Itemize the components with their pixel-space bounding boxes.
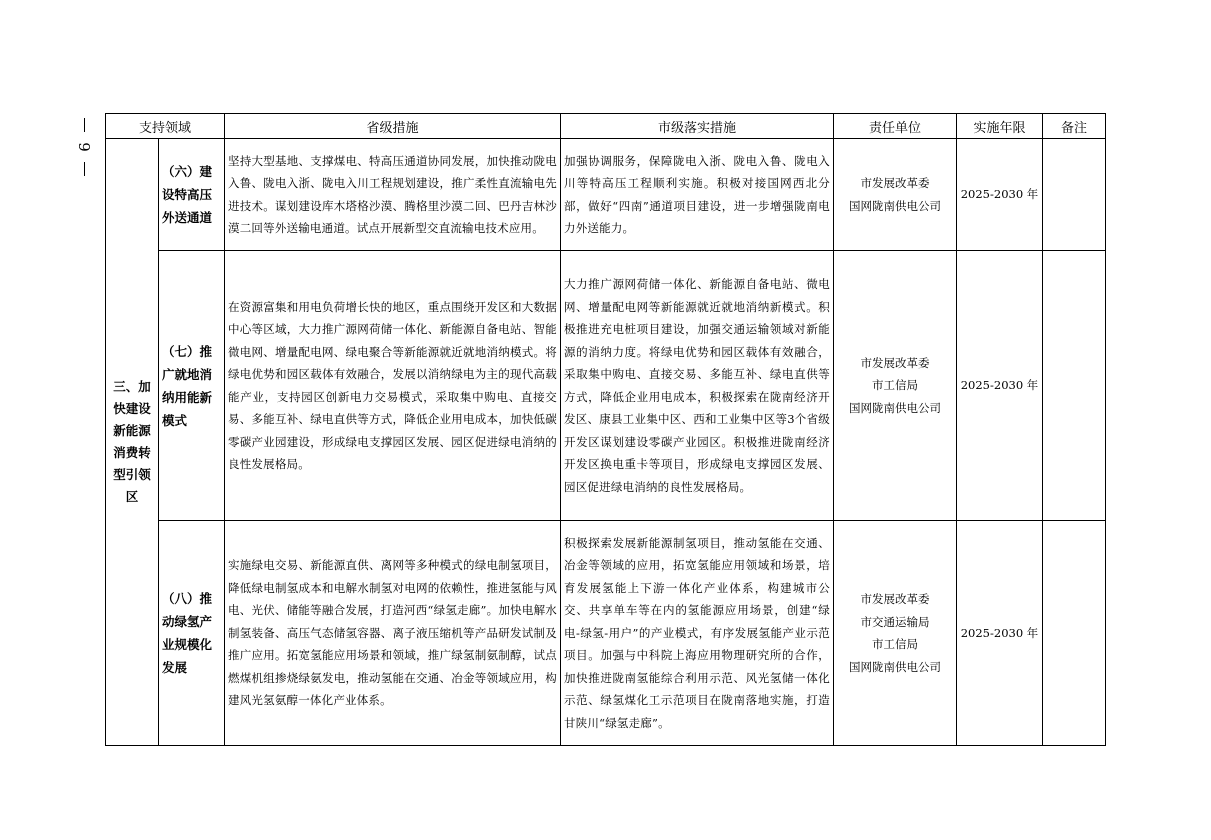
responsible-unit: 国网陇南供电公司	[849, 659, 942, 674]
responsible-unit: 市发展改革委	[860, 355, 930, 370]
sub-domain-cell: （七）推广就地消纳用能新模式	[159, 251, 225, 521]
table-row	[106, 251, 1106, 521]
page-number-dash-top	[84, 118, 85, 132]
period-cell: 2025-2030 年	[957, 521, 1043, 746]
responsible-unit-cell	[834, 251, 957, 521]
page-number-dash-bottom	[84, 162, 85, 176]
header-municipal: 市级落实措施	[561, 114, 834, 139]
header-unit: 责任单位	[834, 114, 957, 139]
municipal-measure-cell: 积极探索发展新能源制氢项目，推动氢能在交通、冶金等领域的应用，拓宽氢能应用领域和场景，培育发展氢能上下游一体化产业体系，构建城市公交、共享单车等在内的氢能源应用场景，创建“绿电-绿氢-用户”的产业模式，有序发展氢能产业示范项目。加强与中科院上海应用物理研究所的合作，加快推进陇南氢能综合利用示范、风光氢储一体化示范、绿氢煤化工示范项目在陇南落地实施，打造甘陕川“绿氢走廊”。	[561, 521, 834, 746]
table-header-row	[106, 114, 1106, 139]
sub-domain-cell: （六）建设特高压外送通道	[159, 139, 225, 251]
note-cell	[1043, 521, 1106, 746]
note-cell	[1043, 251, 1106, 521]
provincial-measure-cell: 在资源富集和用电负荷增长快的地区，重点围绕开发区和大数据中心等区域，大力推广源网荷储一体化、新能源自备电站、智能微电网、增量配电网、绿电聚合等新能源就近就地消纳模式。将绿电优势和园区载体有效融合，发展以消纳绿电为主的现代高载能产业，支持园区创新电力交易模式，采取集中购电、直接交易、多能互补、绿电直供等方式，降低企业用电成本，加快低碳零碳产业园建设，形成绿电支撑园区发展、园区促进绿电消纳的良性发展格局。	[225, 251, 561, 521]
page-number	[72, 118, 96, 178]
municipal-measure-cell: 大力推广源网荷储一体化、新能源自备电站、微电网、增量配电网等新能源就近就地消纳新模式。积极推进充电桩项目建设，加强交通运输领域对新能源的消纳力度。将绿电优势和园区载体有效融合，采取集中购电、直接交易、多能互补、绿电直供等方式，降低企业用电成本，积极探索在陇南经济开发区、康县工业集中区、西和工业集中区等3个省级开发区谋划建设零碳产业园区。积极推进陇南经济开发区换电重卡等项目，形成绿电支撑园区发展、园区促进绿电消纳的良性发展格局。	[561, 251, 834, 521]
page-number-text: 9	[74, 142, 93, 152]
responsible-unit: 国网陇南供电公司	[849, 198, 942, 213]
responsible-unit: 市工信局	[872, 378, 919, 393]
period-cell: 2025-2030 年	[957, 139, 1043, 251]
period-cell: 2025-2030 年	[957, 251, 1043, 521]
header-note: 备注	[1043, 114, 1106, 139]
header-provincial: 省级措施	[225, 114, 561, 139]
note-cell	[1043, 139, 1106, 251]
responsible-unit-cell	[834, 139, 957, 251]
provincial-measure-cell: 坚持大型基地、支撑煤电、特高压通道协同发展，加快推动陇电入鲁、陇电入浙、陇电入川工程规划建设，推广柔性直流输电先进技术。谋划建设库木塔格沙漠、腾格里沙漠二回、巴丹吉林沙漠二回等外送输电通道。试点开展新型交直流输电技术应用。	[225, 139, 561, 251]
responsible-unit-cell	[834, 521, 957, 746]
header-domain: 支持领域	[106, 114, 225, 139]
responsible-unit: 市发展改革委	[860, 592, 930, 606]
domain-cell: 三、加快建设新能源消费转型引领区	[106, 139, 159, 746]
responsible-unit: 国网陇南供电公司	[849, 400, 942, 415]
sub-domain-cell: （八）推动绿氢产业规模化发展	[159, 521, 225, 746]
table-row	[106, 139, 1106, 251]
table-row	[106, 521, 1106, 746]
responsible-unit: 市发展改革委	[860, 176, 930, 190]
responsible-unit: 市交通运输局	[860, 614, 930, 629]
provincial-measure-cell: 实施绿电交易、新能源直供、离网等多种模式的绿电制氢项目，降低绿电制氢成本和电解水制氢对电网的依赖性，推进氢能与风电、光伏、储能等融合发展，打造河西“绿氢走廊”。加快电解水制氢装备、高压气态储氢容器、离子液压缩机等产品研发试制及推广应用。拓宽氢能应用场景和领域，推广绿氢制氨制醇，试点燃煤机组掺烧绿氨发电，推动氢能在交通、冶金等领域应用，构建风光氢氨醇一体化产业体系。	[225, 521, 561, 746]
responsible-unit: 市工信局	[872, 637, 919, 651]
measures-table	[105, 113, 1106, 746]
municipal-measure-cell: 加强协调服务，保障陇电入浙、陇电入鲁、陇电入川等特高压工程顺利实施。积极对接国网西北分部，做好“四南”通道项目建设，进一步增强陇南电力外送能力。	[561, 139, 834, 251]
header-period: 实施年限	[957, 114, 1043, 139]
